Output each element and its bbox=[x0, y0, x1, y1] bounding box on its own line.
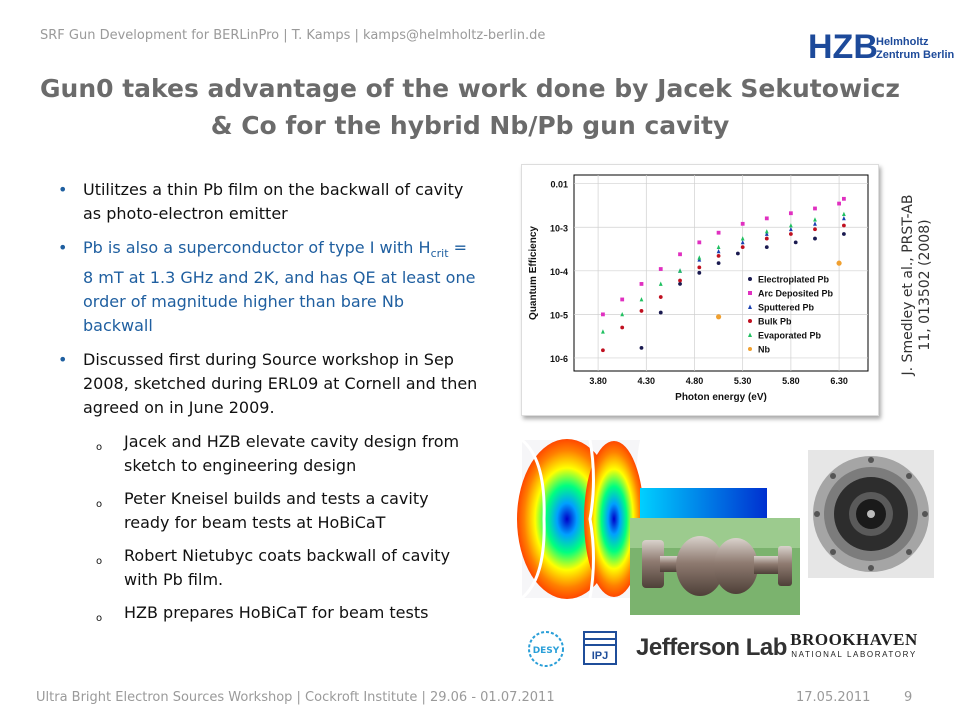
x-axis-label: Photon energy (eV) bbox=[675, 392, 767, 403]
data-point bbox=[620, 298, 624, 302]
data-point bbox=[741, 245, 745, 249]
data-point bbox=[640, 282, 644, 286]
bullet-marker: • bbox=[58, 238, 68, 257]
bullet-item bbox=[58, 348, 478, 420]
logo-main: HZB bbox=[808, 28, 878, 66]
data-point bbox=[842, 197, 846, 201]
title-line-1: Gun0 takes advantage of the work done by Jacek Sekutowicz bbox=[40, 74, 900, 103]
x-tick-label: 6.30 bbox=[830, 376, 848, 386]
footer-text: Ultra Bright Electron Sources Workshop | Cockroft Institute | 29.06 - 01.07.2011 bbox=[36, 690, 555, 705]
brookhaven-name: BROOKHAVEN bbox=[790, 630, 918, 649]
jefferson-lab-logo: Jefferson Lab bbox=[636, 634, 787, 661]
data-point bbox=[842, 224, 846, 228]
data-point bbox=[659, 295, 663, 299]
brookhaven-sub: NATIONAL LABORATORY bbox=[791, 650, 917, 659]
data-point bbox=[765, 237, 769, 241]
data-point bbox=[697, 271, 701, 275]
sub-bullet-marker: o bbox=[96, 442, 103, 454]
sub-bullet-marker: o bbox=[96, 613, 103, 625]
y-axis-label: Quantum Efficiency bbox=[528, 226, 539, 320]
data-point bbox=[765, 245, 769, 249]
x-tick-label: 5.80 bbox=[782, 376, 800, 386]
sub-bullet-text: HZB prepares HoBiCaT for beam tests bbox=[124, 603, 429, 623]
data-point bbox=[640, 346, 644, 350]
legend-marker bbox=[748, 291, 752, 295]
data-point bbox=[837, 202, 841, 206]
page-number: 9 bbox=[904, 690, 913, 705]
data-point bbox=[601, 312, 605, 316]
quantum-efficiency-chart bbox=[521, 164, 879, 416]
x-tick-label: 3.80 bbox=[589, 376, 607, 386]
data-point bbox=[789, 232, 793, 236]
bullet-item bbox=[58, 236, 478, 338]
logo-line2: Zentrum Berlin bbox=[876, 49, 955, 61]
bullet-text-post: = 8 mT at 1.3 GHz and 2K, and has QE at least one order of magnitude higher than bare Nb backwall bbox=[83, 238, 476, 336]
sub-bullet-text: Jacek and HZB elevate cavity design from sketch to engineering design bbox=[124, 432, 460, 476]
legend-label: Arc Deposited Pb bbox=[758, 288, 834, 299]
y-tick-label: 10-3 bbox=[549, 223, 568, 234]
data-point bbox=[678, 252, 682, 256]
title-line-2: & Co for the hybrid Nb/Pb gun cavity bbox=[210, 111, 730, 140]
legend-marker bbox=[748, 347, 752, 351]
data-point bbox=[765, 216, 769, 220]
data-point bbox=[736, 252, 740, 256]
chart-svg bbox=[522, 165, 878, 415]
bullet-marker: • bbox=[58, 350, 68, 370]
data-point bbox=[717, 261, 721, 265]
backwall-photo bbox=[808, 450, 934, 578]
data-point bbox=[717, 231, 721, 235]
x-tick-label: 4.80 bbox=[685, 376, 704, 386]
sub-bullet-item bbox=[58, 430, 478, 478]
sub-bullet-item bbox=[58, 601, 478, 625]
sub-bullet-marker: o bbox=[96, 556, 103, 568]
data-point bbox=[678, 279, 682, 283]
legend-label: Bulk Pb bbox=[758, 316, 792, 327]
y-tick-label: 10-5 bbox=[549, 310, 568, 321]
legend-label: Nb bbox=[758, 344, 770, 355]
bullet-list bbox=[58, 178, 478, 634]
legend-marker bbox=[748, 277, 752, 281]
data-point bbox=[659, 311, 663, 315]
data-point bbox=[678, 282, 682, 286]
slide-title bbox=[20, 70, 920, 144]
cavity-photo bbox=[630, 518, 800, 615]
x-tick-label: 5.30 bbox=[733, 376, 752, 386]
footer-date: 17.05.2011 bbox=[796, 690, 871, 705]
data-point bbox=[813, 237, 817, 241]
x-tick-label: 4.30 bbox=[637, 376, 656, 386]
sub-bullet-text: Peter Kneisel builds and tests a cavity ready for beam tests at HoBiCaT bbox=[124, 489, 429, 533]
ipj-logo bbox=[582, 630, 618, 666]
data-point bbox=[620, 326, 624, 330]
sub-bullet-item bbox=[58, 487, 478, 535]
y-tick-label: 0.01 bbox=[550, 179, 568, 190]
citation-text: J. Smedley et al., PRST-AB 11, 013502 (2008) bbox=[900, 194, 933, 376]
sub-bullet-item bbox=[58, 544, 478, 592]
legend-label: Sputtered Pb bbox=[758, 302, 815, 313]
data-point bbox=[697, 265, 701, 269]
bullet-text: Utilitzes a thin Pb film on the backwall of cavity as photo-electron emitter bbox=[83, 180, 464, 223]
bullet-text: Discussed first during Source workshop in Sep 2008, sketched during ERL09 at Cornell and then agreed on in June 2009. bbox=[83, 350, 478, 418]
data-point bbox=[659, 267, 663, 271]
citation bbox=[900, 190, 934, 380]
desy-text: DESY bbox=[532, 646, 560, 656]
ipj-text: IPJ bbox=[591, 650, 609, 662]
bullet-marker: • bbox=[58, 180, 68, 199]
legend-label: Electroplated Pb bbox=[758, 274, 830, 285]
bullet-text-pre: Pb is also a superconductor of type I with H bbox=[83, 238, 431, 257]
data-point bbox=[716, 314, 721, 319]
data-point bbox=[836, 261, 841, 266]
desy-logo bbox=[527, 630, 565, 668]
data-point bbox=[717, 254, 721, 258]
data-point bbox=[601, 348, 605, 352]
hzb-logo bbox=[806, 20, 955, 68]
legend-label: Evaporated Pb bbox=[758, 330, 822, 341]
sub-bullet-text: Robert Nietubyc coats backwall of cavity with Pb film. bbox=[124, 546, 451, 590]
bullet-subscript: crit bbox=[430, 247, 449, 261]
legend-marker bbox=[748, 319, 752, 323]
data-point bbox=[741, 222, 745, 226]
brookhaven-logo bbox=[786, 630, 922, 659]
bullet-item bbox=[58, 178, 478, 226]
data-point bbox=[789, 211, 793, 215]
data-point bbox=[794, 240, 798, 244]
data-point bbox=[813, 227, 817, 231]
y-tick-label: 10-4 bbox=[549, 266, 568, 277]
logo-line1: Helmholtz bbox=[876, 36, 929, 48]
data-point bbox=[842, 232, 846, 236]
data-point bbox=[697, 240, 701, 244]
plot-area bbox=[574, 175, 868, 371]
data-point bbox=[640, 309, 644, 313]
data-point bbox=[813, 207, 817, 211]
y-tick-label: 10-6 bbox=[549, 353, 568, 364]
sub-bullet-marker: o bbox=[96, 499, 103, 511]
slide-header: SRF Gun Development for BERLinPro | T. Kamps | kamps@helmholtz-berlin.de bbox=[40, 28, 546, 43]
